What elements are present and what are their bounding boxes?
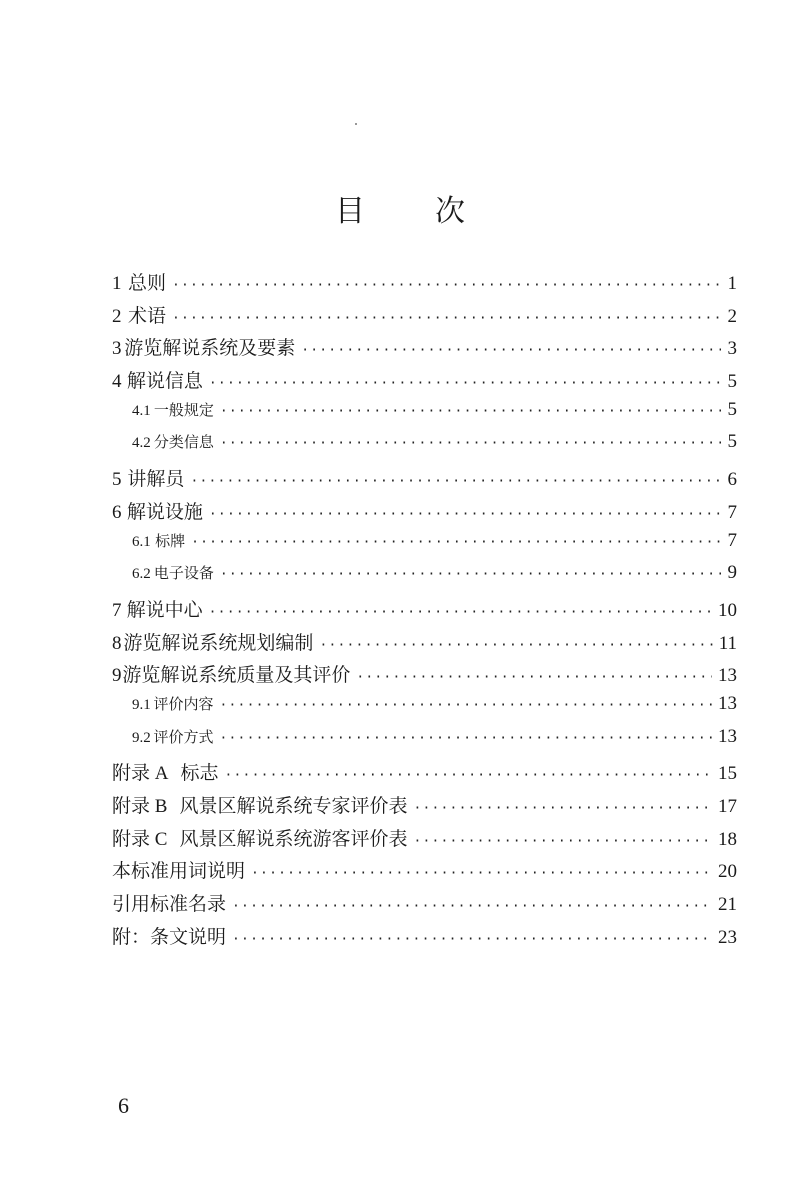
leader-dots xyxy=(251,866,712,881)
toc-entry-7[interactable] xyxy=(112,595,737,628)
toc-label: 解说中心 xyxy=(126,598,203,621)
toc-page: 5 xyxy=(727,431,737,453)
toc-entry-3[interactable] xyxy=(112,333,737,366)
toc-entry-9-2[interactable] xyxy=(112,726,737,759)
toc-page: 21 xyxy=(718,894,737,916)
toc-label: 总则 xyxy=(127,272,166,294)
toc-entry-appendix-c[interactable] xyxy=(112,824,737,857)
toc-number: 6.2 xyxy=(132,566,151,583)
toc-number: 3 xyxy=(112,338,122,360)
table-of-contents xyxy=(112,268,737,954)
toc-number: 附录 A xyxy=(112,763,169,785)
leader-dots xyxy=(220,404,721,419)
toc-entry-4-1[interactable] xyxy=(112,399,737,432)
toc-page: 13 xyxy=(718,725,737,747)
toc-entry-8[interactable] xyxy=(112,628,737,661)
toc-page: 9 xyxy=(727,562,737,584)
toc-entry-5[interactable] xyxy=(112,464,737,497)
page-title xyxy=(0,186,800,230)
leader-dots xyxy=(209,507,721,522)
leader-dots xyxy=(413,801,712,816)
leader-dots xyxy=(232,932,712,947)
toc-entry-6-2[interactable] xyxy=(112,562,737,595)
scan-speck xyxy=(355,123,357,125)
toc-entry-9[interactable] xyxy=(112,660,737,693)
toc-page: 23 xyxy=(718,926,737,948)
toc-page: 1 xyxy=(727,273,737,294)
toc-number: 4 xyxy=(112,371,122,393)
toc-entry-appendix-b[interactable] xyxy=(112,791,737,824)
toc-entry-explanation[interactable] xyxy=(112,922,737,955)
title-char-1: 目 xyxy=(335,194,365,229)
toc-entry-appendix-a[interactable] xyxy=(112,758,737,791)
toc-entry-6-1[interactable] xyxy=(112,530,737,563)
toc-label: 标志 xyxy=(180,762,219,785)
toc-number: 5 xyxy=(112,469,122,491)
toc-entry-4[interactable] xyxy=(112,366,737,399)
toc-entry-wording[interactable] xyxy=(112,856,737,889)
toc-label: 评价方式 xyxy=(153,727,214,746)
toc-page: 10 xyxy=(718,599,737,621)
toc-page: 13 xyxy=(718,665,737,687)
leader-dots xyxy=(220,567,721,582)
toc-entry-1[interactable] xyxy=(112,268,737,301)
toc-page: 20 xyxy=(718,861,737,883)
toc-label: 引用标准名录 xyxy=(112,893,227,916)
toc-page: 7 xyxy=(727,501,737,523)
leader-dots xyxy=(191,535,721,550)
toc-number: 1 xyxy=(112,273,122,294)
toc-page: 18 xyxy=(718,828,737,850)
toc-label: 解说设施 xyxy=(126,500,203,523)
toc-page: 5 xyxy=(727,371,737,393)
toc-number: 9.2 xyxy=(132,729,151,746)
toc-label: 游览解说系统质量及其评价 xyxy=(122,664,351,687)
toc-label: 术语 xyxy=(127,304,166,327)
toc-number: 6 xyxy=(112,501,122,523)
leader-dots xyxy=(190,474,721,489)
toc-label: 解说信息 xyxy=(126,370,203,393)
leader-dots xyxy=(356,670,712,685)
toc-page: 17 xyxy=(718,796,737,817)
toc-number: 4.2 xyxy=(132,435,151,452)
toc-number: 附录 B xyxy=(112,796,168,817)
footer-page-number: 6 xyxy=(118,1093,129,1118)
leader-dots xyxy=(220,436,721,451)
toc-number: 4.1 xyxy=(132,402,151,419)
toc-page: 13 xyxy=(718,692,737,714)
toc-page: 6 xyxy=(727,469,737,491)
toc-page: 5 xyxy=(727,398,737,420)
leader-dots xyxy=(209,605,712,620)
toc-page: 3 xyxy=(727,338,737,360)
toc-label: 本标准用词说明 xyxy=(112,860,246,883)
title-char-2: 次 xyxy=(435,194,465,229)
toc-label: 风景区解说系统游客评价表 xyxy=(179,827,408,850)
leader-dots xyxy=(225,768,713,783)
toc-page: 7 xyxy=(727,529,737,551)
toc-label: 标牌 xyxy=(155,531,186,550)
toc-entry-references[interactable] xyxy=(112,889,737,922)
toc-entry-2[interactable] xyxy=(112,301,737,334)
toc-label: 评价内容 xyxy=(153,694,214,713)
leader-dots xyxy=(172,278,721,293)
leader-dots xyxy=(209,376,721,391)
leader-dots xyxy=(172,311,721,326)
toc-number: 9.1 xyxy=(132,696,151,713)
toc-entry-4-2[interactable] xyxy=(112,431,737,464)
toc-number: 7 xyxy=(112,599,122,621)
toc-label: 讲解员 xyxy=(127,468,185,491)
toc-label: 游览解说系统规划编制 xyxy=(123,631,314,654)
leader-dots xyxy=(219,698,712,713)
toc-entry-9-1[interactable] xyxy=(112,693,737,726)
leader-dots xyxy=(219,731,712,746)
toc-page: 15 xyxy=(718,763,737,785)
leader-dots xyxy=(232,899,712,914)
leader-dots xyxy=(301,343,721,358)
toc-page: 2 xyxy=(727,305,737,327)
toc-label: 游览解说系统及要素 xyxy=(124,337,296,360)
toc-number: 附录 C xyxy=(112,828,168,850)
toc-number: 2 xyxy=(112,305,122,327)
toc-label: 电子设备 xyxy=(153,564,214,583)
leader-dots xyxy=(319,638,712,653)
toc-number: 9 xyxy=(112,665,122,687)
toc-label: 附：条文说明 xyxy=(112,925,227,948)
toc-label: 风景区解说系统专家评价表 xyxy=(179,795,408,817)
toc-label: 一般规定 xyxy=(153,400,214,419)
toc-number: 8 xyxy=(112,632,122,654)
toc-label: 分类信息 xyxy=(153,433,214,452)
toc-page: 11 xyxy=(718,632,737,654)
leader-dots xyxy=(413,834,712,849)
toc-entry-6[interactable] xyxy=(112,497,737,530)
toc-number: 6.1 xyxy=(132,533,151,550)
